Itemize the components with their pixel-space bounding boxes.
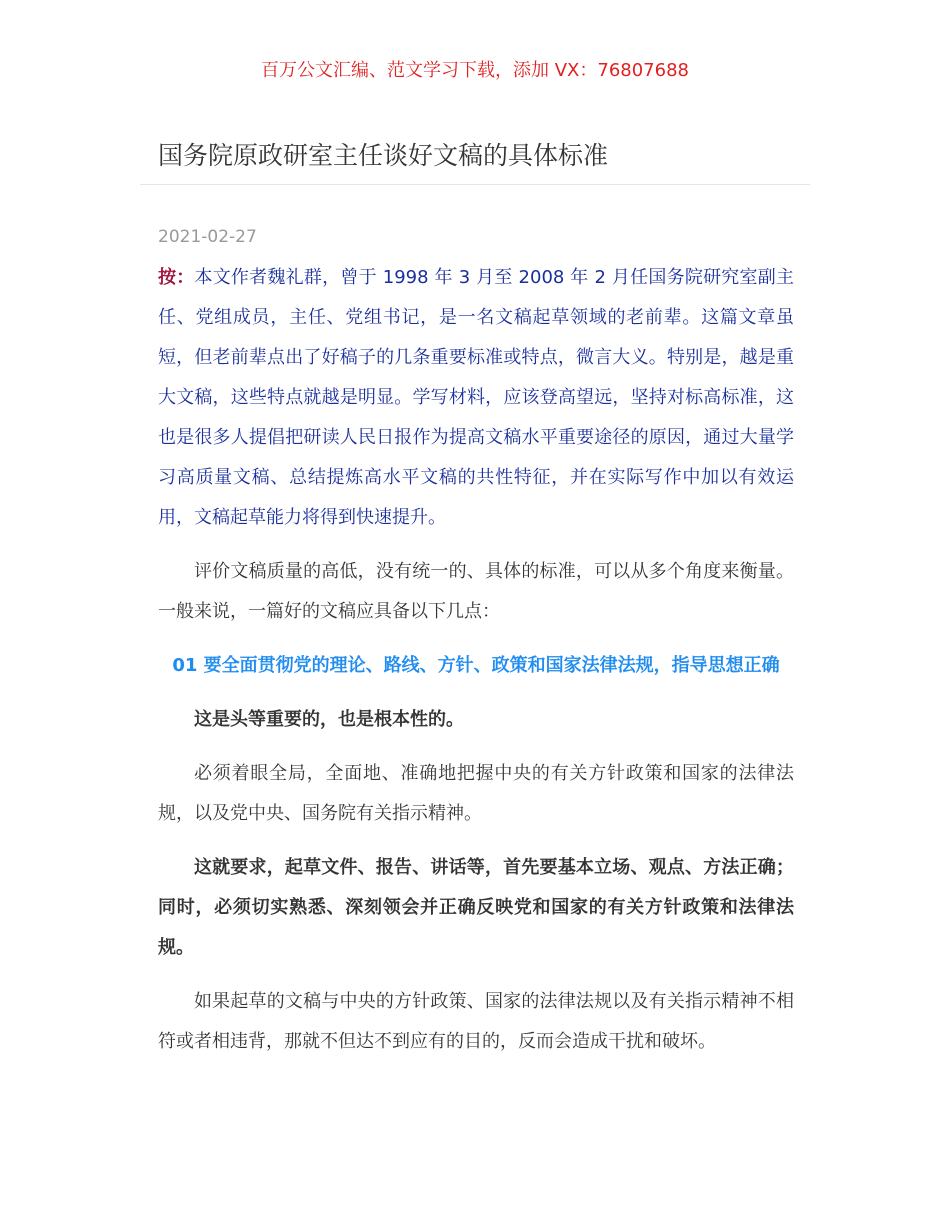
article-body [158,258,794,1076]
watermark-banner: 百万公文汇编、范文学习下载，添加 VX：76807688 [261,60,689,81]
editor-note [158,258,794,538]
title-divider [140,184,810,185]
paragraph-bold: 这是头等重要的，也是根本性的。 [194,709,464,730]
editor-note-label: 按： [158,267,195,288]
editor-note-text: 本文作者魏礼群，曾于 1998 年 3 月至 2008 年 2 月任国务院研究室副主任、党组成员，主任、党组书记，是一名文稿起草领域的老前辈。这篇文章虽短，但老前辈点出了好稿子的几条重要标准或特点，微言大义。特别是，越是重大文稿，这些特点就越是明显。学写材料，应该登高望远，坚持对标高标准，这也是很多人提倡把研读人民日报作为提高文稿水平重要途径的原因，通过大量学习高质量文稿、总结提炼高水平文稿的共性特征，并在实际写作中加以有效运用，文稿起草能力将得到快速提升。 [158,267,794,528]
paragraph: 评价文稿质量的高低，没有统一的、具体的标准，可以从多个角度来衡量。一般来说，一篇好的文稿应具备以下几点： [158,561,794,622]
paragraph-bold: 这就要求，起草文件、报告、讲话等，首先要基本立场、观点、方法正确；同时，必须切实熟悉、深刻领会并正确反映党和国家的有关方针政策和法律法规。 [158,857,794,958]
paragraph: 如果起草的文稿与中央的方针政策、国家的法律法规以及有关指示精神不相符或者相违背，那就不但达不到应有的目的，反而会造成干扰和破坏。 [158,991,794,1052]
article-title: 国务院原政研室主任谈好文稿的具体标准 [158,141,609,170]
section-heading: 01 要全面贯彻党的理论、路线、方针、政策和国家法律法规，指导思想正确 [172,655,780,676]
article-date: 2021-02-27 [158,227,257,247]
paragraph: 必须着眼全局，全面地、准确地把握中央的有关方针政策和国家的法律法规，以及党中央、国务院有关指示精神。 [158,763,794,824]
